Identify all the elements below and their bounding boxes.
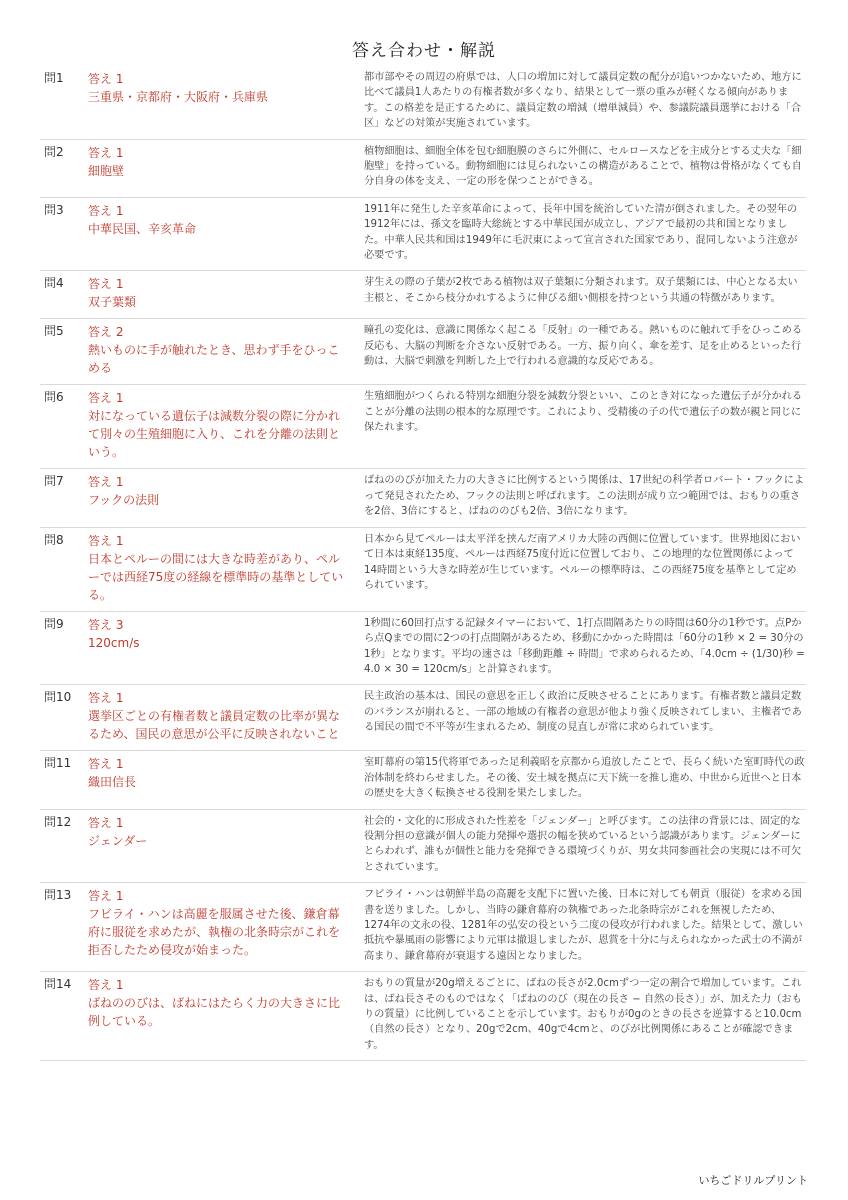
answer-cell [88, 319, 364, 385]
answer-text: 120cm/s [88, 635, 140, 650]
explanation-text: ばねののびが加えた力の大きさに比例するという関係は、17世紀の科学者ロバート・フックによって発見されたため、フックの法則と呼ばれます。この法則が成り立つ範囲では、おもりの重さを2倍、3倍にすると、ばねののびも2倍、3倍になります。 [364, 475, 805, 518]
answer-row [40, 319, 806, 385]
answer-cell [88, 197, 364, 271]
answer-cell [88, 611, 364, 685]
question-number: 問8 [44, 532, 64, 547]
explanation-text: おもりの質量が20g増えるごとに、ばねの長さが2.0cmずつ一定の割合で増加しています。これは、ばね長さそのものではなく「ばねののび（現在の長さ − 自然の長さ）」が、加えた力（おもりの質量）に比例していることを示しています。おもりが0gのときの長さを逆算すると10.0cm（自然の長さ）となり、20gで2cm、40gで4cmと、のびが比例関係にあることが確認できます。 [364, 978, 802, 1051]
answer-text: ジェンダー [88, 833, 148, 848]
answer-text: フビライ・ハンは高麗を服属させた後、鎌倉幕府に服従を求めたが、執権の北条時宗がこれを拒否したため侵攻が始まった。 [88, 907, 341, 958]
explanation-text: 日本から見てペルーは太平洋を挟んだ南アメリカ大陸の西側に位置しています。世界地図において日本は東経135度、ペルーは西経75度付近に位置しており、この地理的な位置関係によって14時間という大きな時差が生じています。ペルーの標準時は、この西経75度を基準として定められています。 [364, 533, 801, 591]
question-number: 問3 [44, 202, 64, 217]
answer-choice: 答え 1 [88, 978, 124, 993]
explanation-text: 瞳孔の変化は、意識に関係なく起こる「反射」の一種である。熱いものに触れて手をひっこめる反応も、大脳の判断を介さない反射である。一方、振り向く、傘を差す、足を止めるといった行動は、大脳で刺激を判断した上で行われる意識的な反応である。 [364, 325, 803, 368]
answer-choice: 答え 1 [88, 475, 124, 490]
explanation-cell [364, 685, 806, 751]
explanation-cell [364, 197, 806, 271]
explanation-cell [364, 66, 806, 139]
answer-cell [88, 972, 364, 1061]
page-title: 答え合わせ・解説 [352, 41, 496, 61]
answer-row [40, 751, 806, 809]
explanation-text: 民主政治の基本は、国民の意思を正しく政治に反映させることにあります。有権者数と議員定数のバランスが崩れると、一部の地域の有権者の意思が他より強く反映されてしまい、主権者である国民の間で不平等が生まれるため、制度の見直しが常に求められています。 [364, 691, 802, 734]
answer-cell [88, 751, 364, 809]
question-number: 問1 [44, 71, 64, 85]
answer-row [40, 809, 806, 883]
explanation-text: 芽生えの際の子葉が2枚である植物は双子葉類に分類されます。双子葉類には、中心となる太い主根と、そこから枝分かれするように伸びる細い側根を持つという共通の特徴があります。 [364, 277, 798, 304]
question-number-cell [40, 809, 88, 883]
answer-table [40, 66, 806, 1061]
answer-row [40, 66, 806, 139]
question-number-cell [40, 611, 88, 685]
answer-cell [88, 685, 364, 751]
answer-text: 織田信長 [88, 775, 137, 790]
explanation-cell [364, 469, 806, 527]
explanation-text: 植物細胞は、細胞全体を包む細胞膜のさらに外側に、セルロースなどを主成分とする丈夫な「細胞壁」を持っている。動物細胞には見られないこの構造があることで、植物は骨格がなくても自分自身の体を支え、一定の形を保つことができる。 [364, 145, 802, 188]
answer-text: 中華民国、辛亥革命 [88, 221, 197, 236]
explanation-cell [364, 139, 806, 197]
explanation-text: 1秒間に60回打点する記録タイマーにおいて、1打点間隔あたりの時間は60分の1秒です。点Pから点Qまでの間に2つの打点間隔があるため、移動にかかった時間は「60分の1秒 × 2 = 30分の1秒」となります。平均の速さは「移動距離 ÷ 時間」で求められるため、「4.0cm ÷ (1/30)秒 = 4.0 × 30 = 120cm/s」と計算されます。 [364, 617, 805, 675]
question-number: 問12 [44, 814, 72, 829]
question-number: 問9 [44, 616, 64, 631]
question-number-cell [40, 319, 88, 385]
explanation-cell [364, 319, 806, 385]
explanation-cell [364, 385, 806, 469]
explanation-cell [364, 972, 806, 1061]
answer-text: 熱いものに手が触れたとき、思わず手をひっこめる [88, 343, 340, 376]
question-number-cell [40, 685, 88, 751]
explanation-cell [364, 611, 806, 685]
question-number: 問4 [44, 276, 64, 291]
question-number-cell [40, 527, 88, 611]
answer-cell [88, 139, 364, 197]
question-number-cell [40, 66, 88, 139]
question-number-cell [40, 751, 88, 809]
answer-row [40, 139, 806, 197]
answer-choice: 答え 1 [88, 391, 124, 406]
answer-text: 双子葉類 [88, 295, 137, 310]
answer-cell [88, 271, 364, 319]
answer-choice: 答え 1 [88, 757, 124, 772]
explanation-cell [364, 527, 806, 611]
answer-row [40, 611, 806, 685]
answer-text: 日本とペルーの間には大きな時差があり、ペルーでは西経75度の経線を標準時の基準としている。 [88, 551, 344, 602]
explanation-text: 都市部やその周辺の府県では、人口の増加に対して議員定数の配分が追いつかないため、地方に比べて議員1人あたりの有権者数が多くなり、結果として一票の重みが軽くなる傾向があります。この格差を是正するために、議員定数の増減（增単減員）や、参議院議員選挙における「合区」などの対策が実施されています。 [364, 72, 802, 130]
answer-choice: 答え 1 [88, 889, 124, 904]
question-number: 問5 [44, 324, 64, 339]
question-number: 問6 [44, 390, 64, 405]
answer-row [40, 385, 806, 469]
explanation-cell [364, 809, 806, 883]
explanation-cell [364, 883, 806, 972]
question-number: 問13 [44, 888, 72, 903]
answer-row [40, 883, 806, 972]
answer-choice: 答え 1 [88, 691, 124, 706]
question-number-cell [40, 271, 88, 319]
answer-text: 細胞壁 [88, 163, 125, 178]
answer-choice: 答え 3 [88, 617, 124, 632]
answer-choice: 答え 1 [88, 145, 124, 160]
answer-row [40, 527, 806, 611]
answer-choice: 答え 1 [88, 203, 124, 218]
answer-row [40, 197, 806, 271]
answer-text: 対になっている遺伝子は減数分裂の際に分かれて別々の生殖細胞に入り、これを分離の法則という。 [88, 409, 341, 460]
answer-row [40, 685, 806, 751]
answer-cell [88, 883, 364, 972]
question-number: 問2 [44, 144, 64, 159]
answer-row [40, 972, 806, 1061]
answer-cell [88, 469, 364, 527]
explanation-text: 1911年に発生した辛亥革命によって、長年中国を統治していた清が倒されました。その翌年の1912年には、孫文を臨時大総統とする中華民国が成立し、アジアで最初の共和国となりました。中華人民共和国は1949年に毛沢東によって宣言された国家であり、混同しないよう注意が必要です。 [364, 203, 798, 262]
answer-cell [88, 385, 364, 469]
answer-text: 選挙区ごとの有権者数と議員定数の比率が異なるため、国民の意思が公平に反映されないこと [88, 709, 341, 742]
answer-text: フックの法則 [88, 493, 160, 508]
question-number-cell [40, 197, 88, 271]
answer-choice: 答え 2 [88, 325, 124, 340]
question-number: 問7 [44, 474, 64, 489]
answer-text: ばねののびは、ばねにはたらく力の大きさに比例している。 [88, 996, 341, 1029]
answer-choice: 答え 1 [88, 72, 124, 86]
answer-choice: 答え 1 [88, 815, 124, 830]
answer-cell [88, 66, 364, 139]
question-number-cell [40, 972, 88, 1061]
explanation-text: フビライ・ハンは朝鮮半島の高麗を支配下に置いた後、日本に対しても朝貢（服従）を求める国書を送りました。しかし、当時の鎌倉幕府の執権であった北条時宗がこれを無視したため、1274年の文永の役、1281年の弘安の役という二度の侵攻が行われました。結果として、激しい抵抗や暴風雨の影響により元軍は撤退しましたが、恩賞を十分に与えられなかった武士の不満が高まり、鎌倉幕府が衰退する遠因となりました。 [364, 889, 803, 962]
answer-cell [88, 809, 364, 883]
question-number: 問14 [44, 977, 72, 992]
answer-choice: 答え 1 [88, 533, 124, 548]
footer-brand: いちごドリルプリント [698, 1174, 808, 1187]
answer-rows [40, 66, 806, 1061]
answer-cell [88, 527, 364, 611]
explanation-text: 生殖細胞がつくられる特別な細胞分裂を減数分裂といい、このとき対になった遺伝子が分かれることが分離の法則の根本的な原理です。これにより、受精後の子の代で遺伝子の数が親と同じに保たれます。 [364, 391, 803, 434]
answer-row [40, 469, 806, 527]
answer-text: 三重県・京都府・大阪府・兵庫県 [88, 90, 269, 104]
explanation-text: 社会的・文化的に形成された性差を「ジェンダー」と呼びます。この法律の背景には、固定的な役割分担の意識が個人の能力発揮や選択の幅を狭めているという認識があります。ジェンダーにとらわれず、誰もが個性と能力を発揮できる環境づくりが、男女共同参画社会の実現には不可欠とされています。 [364, 815, 802, 873]
explanation-text: 室町幕府の第15代将軍であった足利義昭を京都から追放したことで、長らく続いた室町時代の政治体制を終わらせました。その後、安土城を拠点に天下統一を推し進め、中世から近世へと日本の歴史を大きく転換させる役割を果たしました。 [364, 757, 805, 800]
question-number: 問10 [44, 690, 72, 705]
question-number: 問11 [44, 756, 72, 771]
question-number-cell [40, 385, 88, 469]
question-number-cell [40, 883, 88, 972]
question-number-cell [40, 469, 88, 527]
answer-row [40, 271, 806, 319]
question-number-cell [40, 139, 88, 197]
explanation-cell [364, 271, 806, 319]
answer-choice: 答え 1 [88, 277, 124, 292]
explanation-cell [364, 751, 806, 809]
